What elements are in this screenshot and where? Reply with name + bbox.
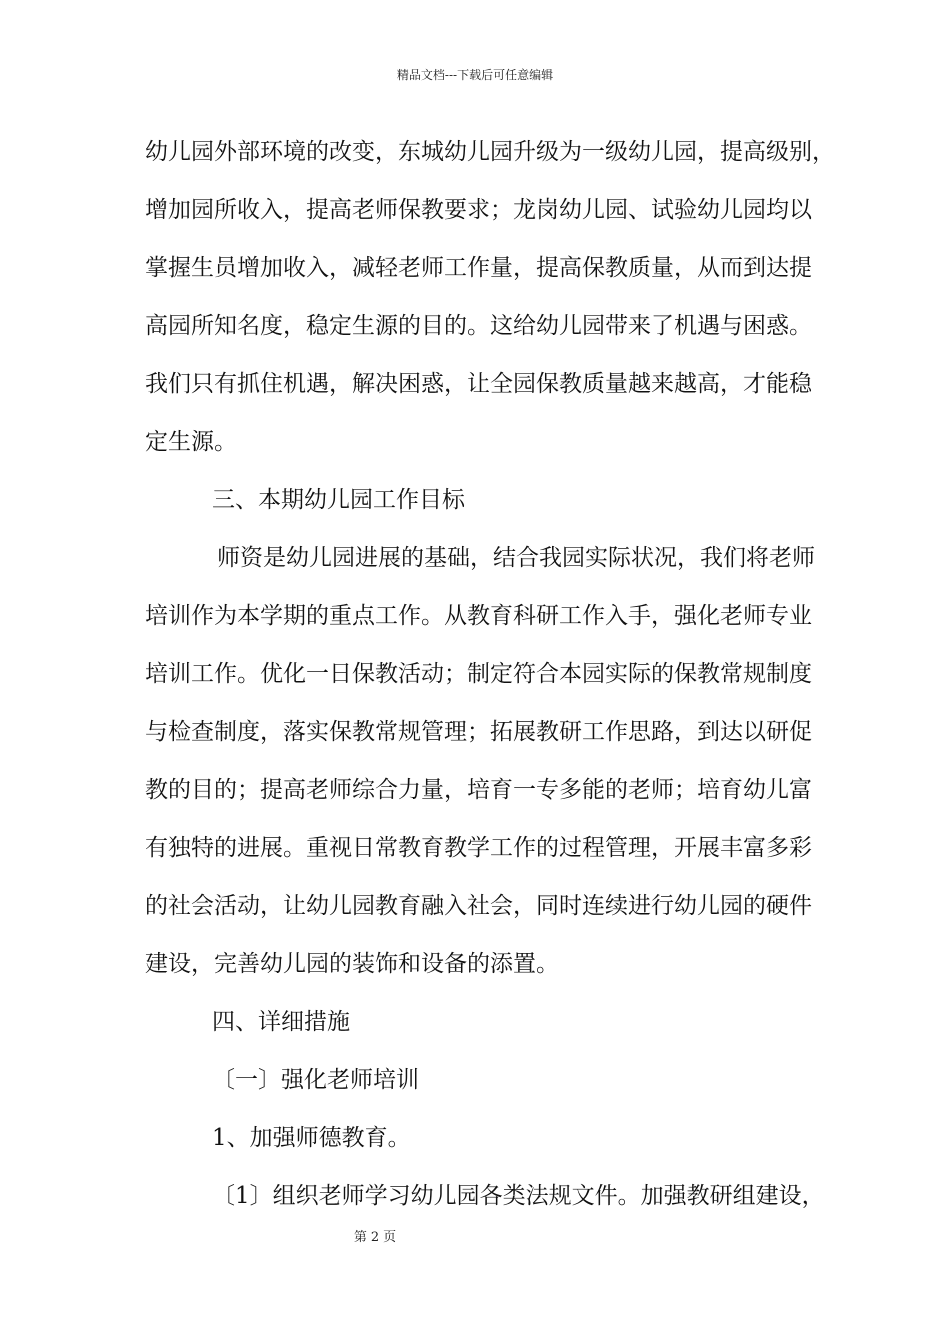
page-number: 2 [370, 1230, 380, 1245]
paragraph-line: 教的目的；提高老师综合力量，培育一专多能的老师；培育幼儿富 [145, 777, 812, 803]
paragraph-line: 师资是幼儿园进展的基础，结合我园实际状况，我们将老师 [217, 545, 815, 571]
section-heading: 四、详细措施 [212, 1009, 350, 1035]
paragraph-line: 有独特的进展。重视日常教育教学工作的过程管理，开展丰富多彩 [145, 835, 812, 861]
paragraph-line: 的社会活动，让幼儿园教育融入社会，同时连续进行幼儿园的硬件 [145, 893, 812, 919]
paragraph-line: 我们只有抓住机遇，解决困惑，让全园保教质量越来越高，才能稳 [145, 371, 812, 397]
paragraph-line: 培训作为本学期的重点工作。从教育科研工作入手，强化老师专业 [145, 603, 812, 629]
page-footer [0, 1230, 750, 1246]
subsection-heading: 〔一〕强化老师培训 [212, 1067, 419, 1093]
section-heading: 三、本期幼儿园工作目标 [212, 487, 465, 513]
page-header: 精品文档---下载后可任意编辑 [396, 68, 554, 82]
page-prefix: 第 [353, 1230, 367, 1245]
paragraph-line: 幼儿园外部环境的改变，东城幼儿园升级为一级幼儿园，提高级别， [145, 139, 835, 165]
paragraph-line: 建设，完善幼儿园的装饰和设备的添置。 [145, 951, 559, 977]
page-suffix: 页 [383, 1230, 397, 1245]
paragraph-line: 培训工作。优化一日保教活动；制定符合本园实际的保教常规制度 [145, 661, 812, 687]
document-body [145, 131, 835, 1233]
paragraph-line: 增加园所收入，提高老师保教要求；龙岗幼儿园、试验幼儿园均以 [145, 197, 812, 223]
list-item: 1、加强师德教育。 [212, 1125, 411, 1151]
paragraph-line: 掌握生员增加收入，减轻老师工作量，提高保教质量，从而到达提 [145, 255, 812, 281]
list-item: 〔1〕组织老师学习幼儿园各类法规文件。加强教研组建设， [212, 1183, 825, 1209]
paragraph-line: 高园所知名度，稳定生源的目的。这给幼儿园带来了机遇与困惑。 [145, 313, 812, 339]
paragraph-line: 与检查制度，落实保教常规管理；拓展教研工作思路，到达以研促 [145, 719, 812, 745]
paragraph-line: 定生源。 [145, 429, 237, 455]
